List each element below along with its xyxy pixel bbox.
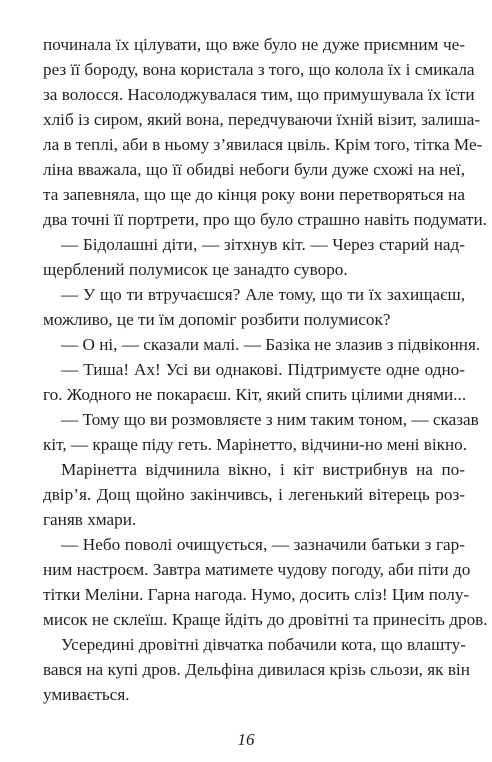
text-line: ганяв хмари.	[43, 510, 137, 529]
text-line: двір’я. Дощ щойно закінчивсь, і легенький вітерець роз-	[43, 485, 465, 504]
page-number: 16	[237, 730, 255, 749]
text-line: тітки Меліни. Гарна нагода. Нумо, досить сліз! Цим полу-	[43, 585, 470, 604]
text-line: два точні її портрети, про що було страшно навіть подумати.	[43, 210, 487, 229]
text-line: за волосся. Насолоджувалася тим, що примушувала їх їсти	[43, 85, 475, 104]
text-line: ним настроєм. Завтра матимете чудову погоду, аби піти до	[43, 560, 471, 579]
text-line: — Тому що ви розмовляєте з ним таким тоном, — сказав	[61, 410, 479, 429]
text-line: — О ні, — сказали малі. — Базіка не злазив з підвіконня.	[61, 335, 481, 354]
text-line: вався на купі дров. Дельфіна дивилася крізь сльози, як він	[43, 660, 470, 679]
text-line: хліб із сиром, який вона, передчуваючи їхній візит, залиша-	[43, 110, 481, 129]
text-line: та запевняла, що ще до кінця року вони перетворяться на	[43, 185, 465, 204]
text-line: — У що ти втручаєшся? Але тому, що ти їх захищаєш,	[61, 285, 465, 304]
text-line: мисок не склеїш. Краще йдіть до дровітні та принесіть дров.	[43, 610, 488, 629]
text-line: можливо, це ти їм допоміг розбити полумисок?	[43, 310, 391, 329]
text-line: — Бідолашні діти, — зітхнув кіт. — Через старий над-	[61, 235, 465, 254]
text-line: щерблений полумисок це занадто суворо.	[43, 260, 348, 279]
text-line: ліна вважала, що її обидві небоги були дуже схожі на неї,	[43, 160, 465, 179]
text-line: Усередині дровітні дівчатка побачили кота, що влашту-	[61, 635, 466, 654]
text-line: — Небо поволі очищується, — зазначили батьки з гар-	[61, 535, 465, 554]
text-line: умивається.	[43, 685, 130, 704]
text-line: рез її бороду, вона користала з того, що колола їх і смикала	[43, 60, 475, 79]
text-line: ла в теплі, аби в ньому з’явилася цвіль. Крім того, тітка Ме-	[43, 135, 483, 154]
text-line: Марінетта відчинила вікно, і кіт вистрибнув на по-	[61, 460, 465, 479]
text-line: починала їх цілувати, що вже було не дуже приємним че-	[43, 35, 465, 54]
text-line: кіт, — краще піду геть. Марінетто, відчини-но мені вікно.	[43, 435, 468, 454]
text-line: го. Жодного не покараєш. Кіт, який спить цілими днями...	[43, 385, 467, 404]
text-line: — Тиша! Ах! Усі ви однакові. Підтримуєте одне одно-	[61, 360, 465, 379]
